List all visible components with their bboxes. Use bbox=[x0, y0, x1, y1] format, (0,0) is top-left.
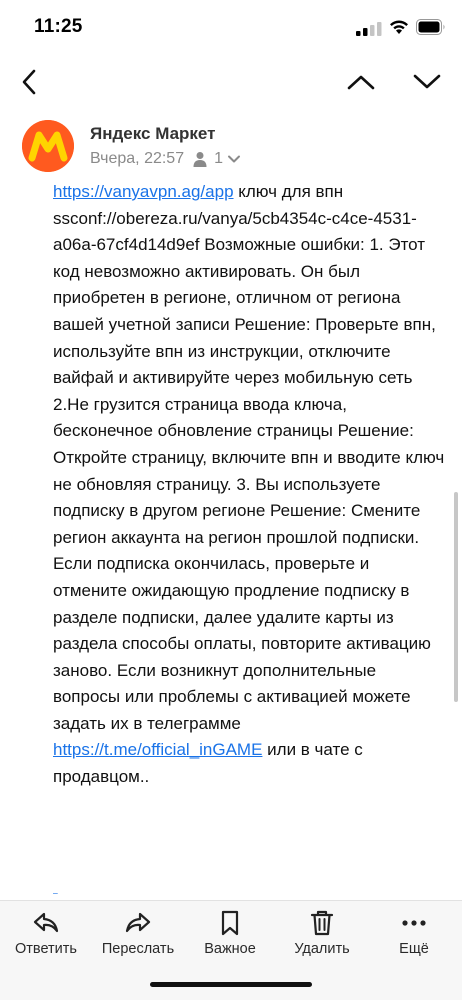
home-indicator[interactable] bbox=[150, 982, 312, 987]
forward-icon bbox=[124, 909, 152, 937]
more-button[interactable] bbox=[368, 909, 460, 957]
trash-icon bbox=[308, 909, 336, 937]
sender-name: Яндекс Маркет bbox=[90, 124, 216, 143]
message-nav-bar bbox=[0, 56, 462, 108]
sender-header[interactable] bbox=[0, 118, 462, 174]
reply-button[interactable] bbox=[0, 909, 92, 957]
scrollbar[interactable] bbox=[454, 492, 458, 702]
vpn-app-link[interactable]: https://vanyavpn.ag/app bbox=[53, 182, 234, 201]
recipients-count: 1 bbox=[214, 150, 224, 167]
bookmark-icon bbox=[216, 909, 244, 937]
person-icon bbox=[192, 151, 208, 167]
sender-avatar bbox=[22, 120, 74, 172]
message-text-end: или в чате с продавцом.. bbox=[53, 740, 363, 787]
down-chevron-icon bbox=[413, 74, 441, 90]
important-button[interactable] bbox=[184, 909, 276, 957]
faded-link-partial bbox=[53, 889, 245, 899]
forward-label: Переслать bbox=[101, 941, 175, 957]
important-label: Важное bbox=[204, 941, 256, 957]
chevron-down-icon bbox=[227, 154, 241, 164]
telegram-link[interactable]: https://t.me/official_inGAME bbox=[53, 740, 263, 760]
message-date: Вчера, 22:57 bbox=[90, 150, 185, 167]
back-button[interactable] bbox=[14, 66, 44, 98]
reply-icon bbox=[32, 909, 60, 937]
status-bar bbox=[0, 0, 462, 56]
previous-message-button[interactable] bbox=[344, 68, 378, 96]
more-icon bbox=[400, 909, 428, 937]
battery-icon bbox=[416, 19, 446, 35]
next-message-button[interactable] bbox=[410, 68, 444, 96]
delete-label: Удалить bbox=[294, 941, 350, 957]
more-label: Ещё bbox=[399, 941, 429, 957]
back-chevron-icon bbox=[21, 69, 37, 95]
message-body bbox=[53, 179, 445, 791]
wifi-icon bbox=[389, 19, 409, 35]
cellular-signal-icon bbox=[356, 22, 382, 36]
delete-button[interactable] bbox=[276, 909, 368, 957]
message-text-main: ключ для впн ssconf://obereza.ru/vanya/5cb4354c-c4ce-4531-a06a-67cf4d14d9ef Возможные ошибки: 1. Этот код невозможно активировать. Он был приобретен в регионе, отличном от региона вашей учетной записи Решение: Проверьте впн, используйте впн из инструкции, отключите вайфай и активируйте через мобильную сеть 2.Не грузится страница ввода ключа, бесконечное обновление страницы Решение: Откройте страницу, включите впн и вводите ключ не обновляя страницу. 3. Вы используете подписку в другом регионе Решение: Смените регион аккаунта на регион прошлой подписки. Если подписка окончилась, проверьте и отмените ожидающую продление подписку в разделе подписки, далее удалите карты из раздела способы оплаты, повторите активацию заново. Если возникнут дополнительные вопросы или проблемы с активацией можете задать их в телеграмме bbox=[53, 182, 445, 733]
message-meta[interactable] bbox=[90, 150, 241, 168]
faded-link-text bbox=[53, 889, 245, 897]
status-time: 11:25 bbox=[34, 16, 83, 37]
yandex-market-logo-icon bbox=[22, 120, 74, 172]
up-chevron-icon bbox=[347, 74, 375, 90]
reply-label: Ответить bbox=[15, 941, 77, 957]
forward-button[interactable] bbox=[92, 909, 184, 957]
